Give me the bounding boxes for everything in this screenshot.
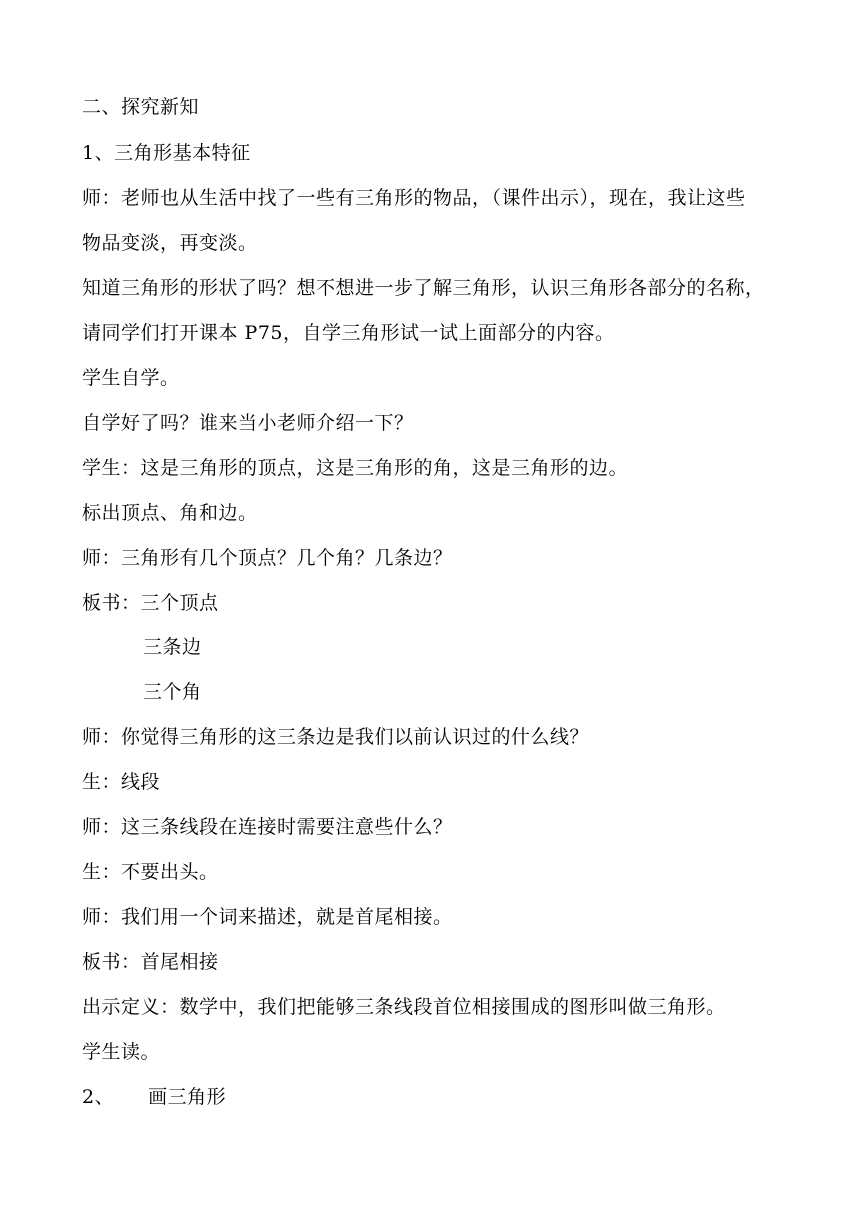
- paragraph-line: 学生自学。: [82, 367, 180, 389]
- paragraph-line: 学生：这是三角形的顶点，这是三角形的角，这是三角形的边。: [82, 457, 629, 479]
- section-heading: 二、探究新知: [82, 96, 200, 118]
- board-note-line: 板书：三个顶点: [82, 592, 219, 614]
- board-note-line: 三条边: [143, 636, 202, 658]
- paragraph-line: 生：线段: [82, 771, 161, 793]
- paragraph-line: 标出顶点、角和边。: [82, 502, 258, 524]
- subsection-heading: [82, 1085, 226, 1109]
- paragraph-line: 师：老师也从生活中找了一些有三角形的物品，（课件出示），现在，我让这些: [82, 187, 746, 209]
- paragraph-line: 师：我们用一个词来描述，就是首尾相接。: [82, 906, 453, 928]
- paragraph-line: 师：你觉得三角形的这三条边是我们以前认识过的什么线？: [82, 726, 590, 748]
- heading-text: 画三角形: [148, 1086, 227, 1108]
- paragraph-line: 知道三角形的形状了吗？想不想进一步了解三角形，认识三角形各部分的名称，: [82, 277, 765, 299]
- paragraph-line: 师：三角形有几个顶点？几个角？几条边？: [82, 547, 453, 569]
- heading-number: 2、: [82, 1086, 115, 1108]
- board-note-line: 三个角: [143, 681, 202, 703]
- paragraph-line: 生：不要出头。: [82, 861, 219, 883]
- paragraph-line: 自学好了吗？谁来当小老师介绍一下？: [82, 412, 414, 434]
- paragraph-line: 请同学们打开课本 P75，自学三角形试一试上面部分的内容。: [82, 322, 615, 344]
- subsection-heading: 1、三角形基本特征: [82, 142, 251, 164]
- board-note-line: 板书：首尾相接: [82, 951, 219, 973]
- definition-line: 出示定义：数学中，我们把能够三条线段首位相接围成的图形叫做三角形。: [82, 996, 726, 1018]
- paragraph-line: 师：这三条线段在连接时需要注意些什么？: [82, 816, 453, 838]
- paragraph-line: 物品变淡，再变淡。: [82, 232, 258, 254]
- paragraph-line: 学生读。: [82, 1041, 161, 1063]
